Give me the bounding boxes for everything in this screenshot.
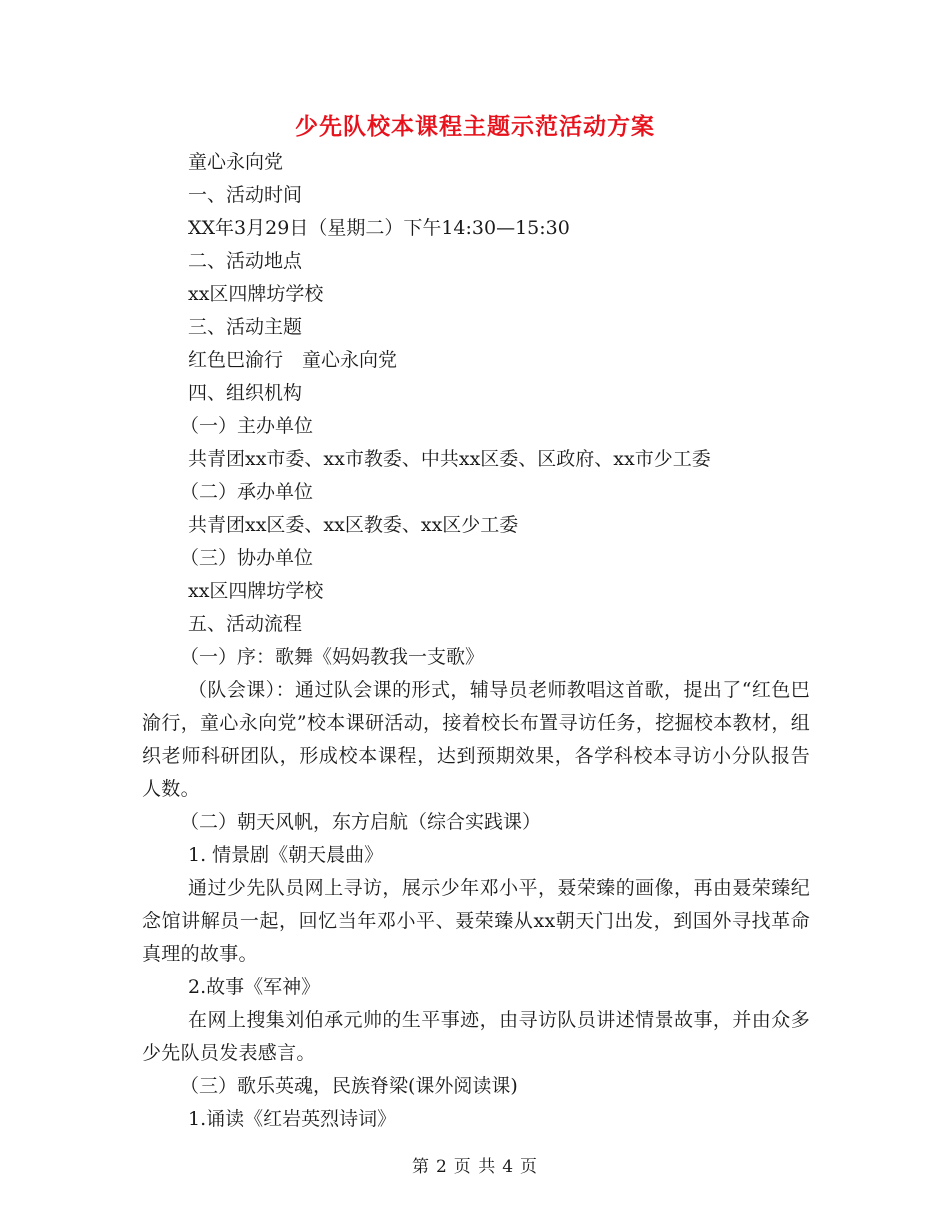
document-title: 少先队校本课程主题示范活动方案 <box>295 113 655 140</box>
footer-suffix: 页 <box>520 1157 539 1177</box>
footer-middle: 页 共 <box>453 1157 497 1177</box>
body-line: （二）承办单位 <box>180 481 314 503</box>
page-footer <box>0 1152 950 1177</box>
body-line: 五、活动流程 <box>188 613 303 635</box>
footer-total-pages: 4 <box>502 1157 515 1177</box>
body-line: 二、活动地点 <box>188 250 303 272</box>
body-line: 一、活动时间 <box>188 184 303 206</box>
document-body <box>142 146 810 1136</box>
footer-page-number: 2 <box>435 1157 448 1177</box>
body-paragraph: 在网上搜集刘伯承元帅的生平事迹，由寻访队员讲述情景故事，并由众多少先队员发表感言。 <box>142 1009 810 1064</box>
body-line: （一）序：歌舞《妈妈教我一支歌》 <box>180 646 485 668</box>
body-line: （一）主办单位 <box>180 415 314 437</box>
body-line: 2.故事《军神》 <box>188 976 321 998</box>
body-line: 四、组织机构 <box>188 382 303 404</box>
body-line: 红色巴渝行 童心永向党 <box>188 349 398 371</box>
body-paragraph: （队会课）：通过队会课的形式，辅导员老师教唱这首歌，提出了“红色巴渝行，童心永向党”校本课研活动，接着校长布置寻访任务，挖掘校本教材，组织老师科研团队，形成校本课程，达到预期效果，各学科校本寻访小分队报告人数。 <box>142 679 810 800</box>
body-line: xx区四牌坊学校 <box>188 283 324 305</box>
body-line: 三、活动主题 <box>188 316 303 338</box>
body-line: 共青团xx区委、xx区教委、xx区少工委 <box>188 514 519 536</box>
body-line: 共青团xx市委、xx市教委、中共xx区委、区政府、xx市少工委 <box>188 448 711 470</box>
body-line: XX年3月29日（星期二）下午14:30—15:30 <box>188 217 570 239</box>
body-line: （二）朝天风帆，东方启航（综合实践课） <box>180 811 542 833</box>
body-line: （三）协办单位 <box>180 547 314 569</box>
body-line: 童心永向党 <box>188 151 284 173</box>
body-paragraph: 通过少先队员网上寻访，展示少年邓小平，聂荣臻的画像，再由聂荣臻纪念馆讲解员一起，回忆当年邓小平、聂荣臻从xx朝天门出发，到国外寻找革命真理的故事。 <box>142 877 810 965</box>
body-line: 1.诵读《红岩英烈诗词》 <box>188 1108 397 1130</box>
body-line: xx区四牌坊学校 <box>188 580 324 602</box>
footer-prefix: 第 <box>411 1157 430 1177</box>
body-line: 1. 情景剧《朝天晨曲》 <box>188 844 384 866</box>
body-line: （三）歌乐英魂，民族脊梁(课外阅读课) <box>180 1075 518 1097</box>
